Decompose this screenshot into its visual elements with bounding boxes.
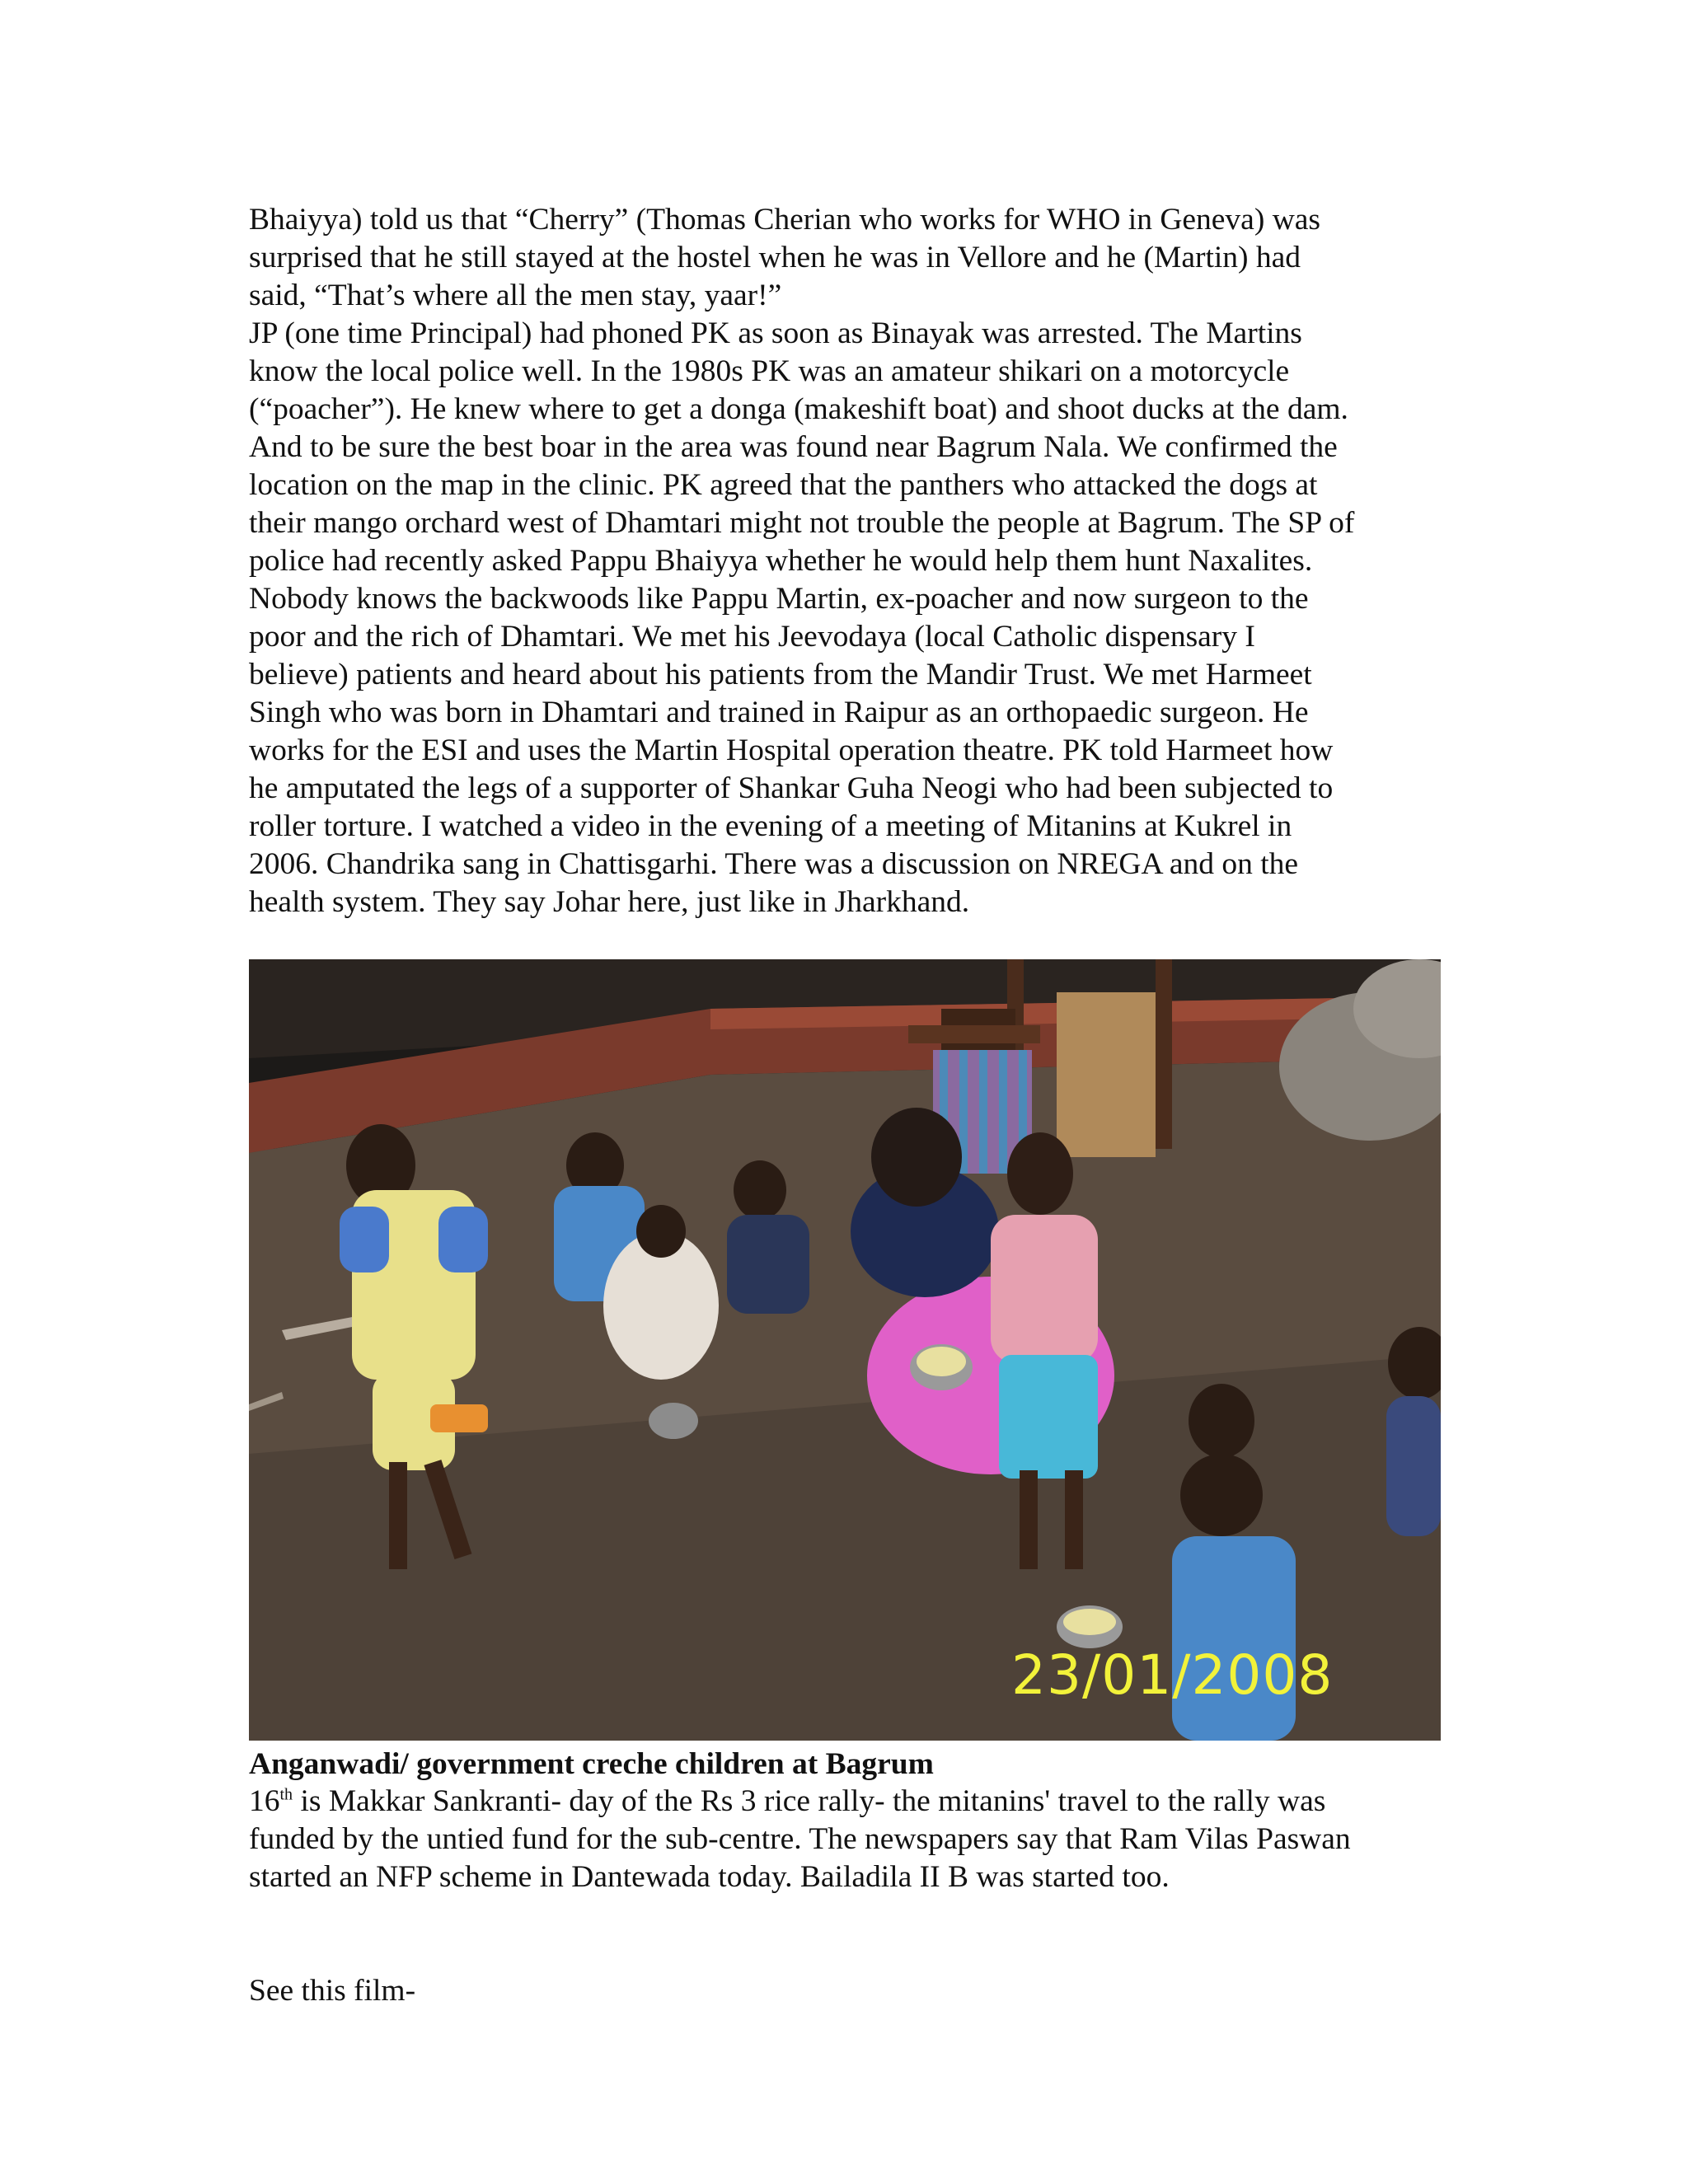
paragraph-martins-dhamtari <box>249 315 1444 921</box>
text-line: works for the ESI and uses the Martin Hospital operation theatre. PK told Harmeet how <box>249 733 1334 767</box>
text-line: 2006. Chandrika sang in Chattisgarhi. There was a discussion on NREGA and on the <box>249 847 1299 881</box>
text-line: Singh who was born in Dhamtari and trained in Raipur as an orthopaedic surgeon. He <box>249 696 1309 729</box>
photo-caption: Anganwadi/ government creche children at Bagrum <box>249 1747 934 1781</box>
text-line: he amputated the legs of a supporter of Shankar Guha Neogi who had been subjected to <box>249 771 1334 805</box>
paragraph-sankranti-rally <box>249 1783 1444 1896</box>
text-line: police had recently asked Pappu Bhaiyya whether he would help them hunt Naxalites. <box>249 544 1313 578</box>
text-line: said, “That’s where all the men stay, yaar!” <box>249 279 782 312</box>
text-line: roller torture. I watched a video in the evening of a meeting of Mitanins at Kukrel in <box>249 809 1292 843</box>
text-line: See this film- <box>249 1974 416 2008</box>
ordinal-suffix: th <box>279 1785 293 1804</box>
text-line: JP (one time Principal) had phoned PK as soon as Binayak was arrested. The Martins <box>249 316 1302 350</box>
text-segment: is Makkar Sankranti- day of the Rs 3 rice rally- the mitanins' travel to the rally was <box>293 1784 1326 1818</box>
photo-illustration <box>249 959 1441 1741</box>
text-line: surprised that he still stayed at the hostel when he was in Vellore and he (Martin) had <box>249 241 1301 274</box>
text-line <box>249 1783 1444 1821</box>
text-line: Nobody knows the backwoods like Pappu Martin, ex-poacher and now surgeon to the <box>249 582 1309 616</box>
text-line: poor and the rich of Dhamtari. We met his Jeevodaya (local Catholic dispensary I <box>249 620 1255 654</box>
text-line: Bhaiyya) told us that “Cherry” (Thomas Cherian who works for WHO in Geneva) was <box>249 203 1321 237</box>
text-line: believe) patients and heard about his patients from the Mandir Trust. We met Harmeet <box>249 658 1312 691</box>
text-line: started an NFP scheme in Dantewada today. Bailadila II B was started too. <box>249 1860 1170 1894</box>
photo-date-stamp: 23/01/2008 <box>1011 1643 1334 1707</box>
text-line: their mango orchard west of Dhamtari might not trouble the people at Bagrum. The SP of <box>249 506 1355 540</box>
paragraph-hostel-anecdote <box>249 201 1444 315</box>
text-line: health system. They say Johar here, just like in Jharkhand. <box>249 885 970 919</box>
text-line: funded by the untied fund for the sub-centre. The newspapers say that Ram Vilas Paswan <box>249 1822 1351 1856</box>
text-line: location on the map in the clinic. PK agreed that the panthers who attacked the dogs at <box>249 468 1318 502</box>
paragraph-see-film <box>249 1972 1444 2010</box>
date-number: 16 <box>249 1784 280 1818</box>
text-line: And to be sure the best boar in the area was found near Bagrum Nala. We confirmed the <box>249 430 1338 464</box>
text-line: (“poacher”). He knew where to get a donga (makeshift boat) and shoot ducks at the dam. <box>249 392 1348 426</box>
anganwadi-photo <box>249 959 1441 1741</box>
text-line: know the local police well. In the 1980s PK was an amateur shikari on a motorcycle <box>249 354 1290 388</box>
